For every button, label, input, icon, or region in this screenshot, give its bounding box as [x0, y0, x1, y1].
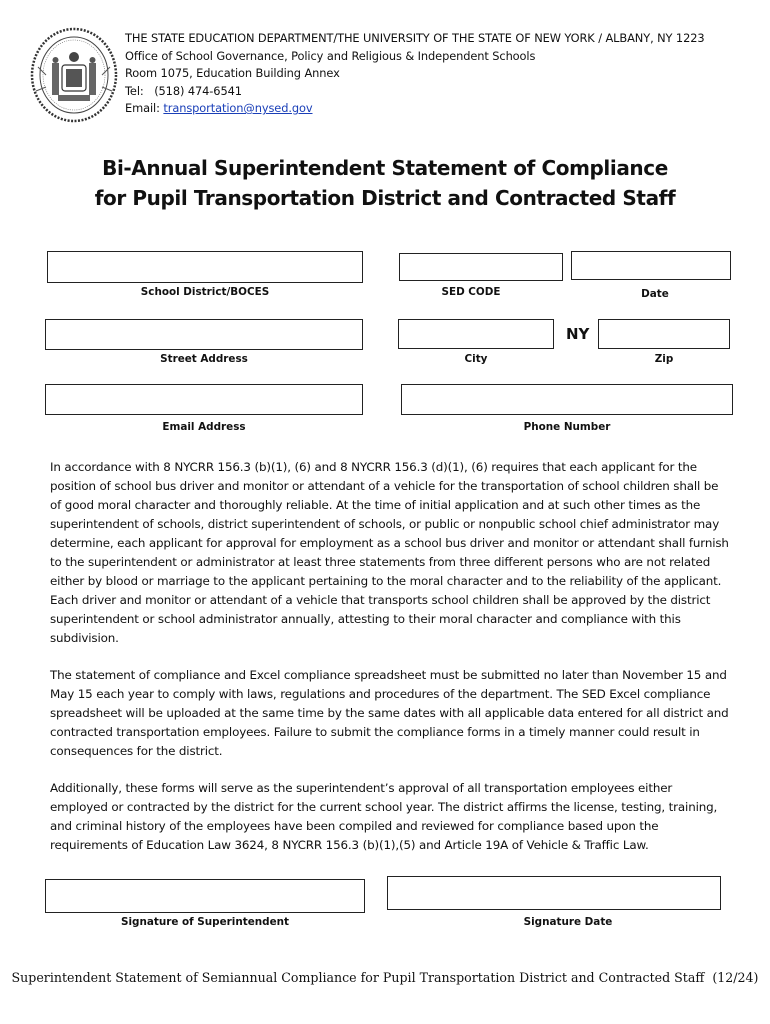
superintendent-signature-field[interactable] [45, 879, 365, 913]
letterhead [125, 30, 705, 118]
signature-date-field[interactable] [387, 876, 721, 910]
paragraph-deadline: The statement of compliance and Excel compliance spreadsheet must be submitted no later than November 15 and May 15 each year to comply with laws, regulations and procedures of the department. The SED Excel compliance spreadsheet will be uploaded at the same time by the same dates with all applicable data entered for all district and contracted transportation employees. Failure to submit the compliance forms in a timely manner could result in consequences for the district. [50, 668, 729, 758]
state-value: NY [566, 325, 590, 343]
department-line: THE STATE EDUCATION DEPARTMENT/THE UNIVERSITY OF THE STATE OF NEW YORK / ALBANY, NY 1223 [125, 31, 705, 45]
paragraph-approval: Additionally, these forms will serve as the superintendent’s approval of all transportation employees either employed or contracted by the district for the current school year. The district affirms the license, testing, training, and criminal history of the employees have been compiled and reviewed for compliance based upon the requirements of Education Law 3624, 8 NYCRR 156.3 (b)(1),(5) and Article 19A of Vehicle & Traffic Law. [50, 781, 718, 852]
room-line: Room 1075, Education Building Annex [125, 66, 340, 80]
telephone-line: Tel: (518) 474-6541 [125, 83, 242, 98]
nysed-seal-logo [30, 27, 118, 123]
form-title-line-2: for Pupil Transportation District and Contracted Staff [94, 186, 676, 210]
form-title [0, 153, 770, 213]
school-district-label: School District/BOCES [140, 286, 270, 298]
email-address-field[interactable] [45, 384, 363, 415]
date-label: Date [641, 288, 669, 300]
zip-label: Zip [654, 353, 674, 365]
email-address-label: Email Address [162, 421, 246, 433]
email-line [125, 100, 705, 118]
phone-number-field[interactable] [401, 384, 733, 415]
street-address-label: Street Address [160, 353, 248, 365]
street-address-field[interactable] [45, 319, 363, 350]
phone-number-label: Phone Number [523, 421, 611, 433]
form-footer: Superintendent Statement of Semiannual Compliance for Pupil Transportation District and Contracted Staff (12/24) [11, 970, 759, 985]
city-label: City [464, 353, 488, 365]
office-line: Office of School Governance, Policy and Religious & Independent Schools [125, 48, 536, 63]
form-title-line-1: Bi-Annual Superintendent Statement of Compliance [102, 156, 668, 180]
superintendent-signature-label: Signature of Superintendent [120, 916, 290, 928]
date-field[interactable] [571, 251, 731, 280]
paragraph-regulation: In accordance with 8 NYCRR 156.3 (b)(1), (6) and 8 NYCRR 156.3 (d)(1), (6) requires that each applicant for the position of school bus driver and monitor or attendant of a vehicle for the transportation of school children shall be of good moral character and thoroughly reliable. At the time of initial application and at such other times as the superintendent of schools, district superintendent of schools, or public or nonpublic school chief administrator may determine, each applicant for approval for employment as a school bus driver and monitor or attendant shall furnish to the superintendent or administrator at least three statements from three different persons who are not related either by blood or marriage to the applicant pertaining to the moral character and to the reliability of the applicant. Each driver and monitor or attendant of a vehicle that transports school children shall be approved by the district superintendent or school administrator annually, attesting to their moral character and compliance with this subdivision. [50, 460, 729, 645]
email-link[interactable]: transportation@nysed.gov [163, 101, 313, 115]
zip-field[interactable] [598, 319, 730, 349]
sed-code-field[interactable] [399, 253, 563, 281]
sed-code-label: SED CODE [441, 286, 501, 298]
email-prefix: Email: [125, 101, 164, 115]
school-district-field[interactable] [47, 251, 363, 283]
city-field[interactable] [398, 319, 554, 349]
signature-date-label: Signature Date [523, 916, 613, 928]
compliance-statement [50, 458, 730, 873]
